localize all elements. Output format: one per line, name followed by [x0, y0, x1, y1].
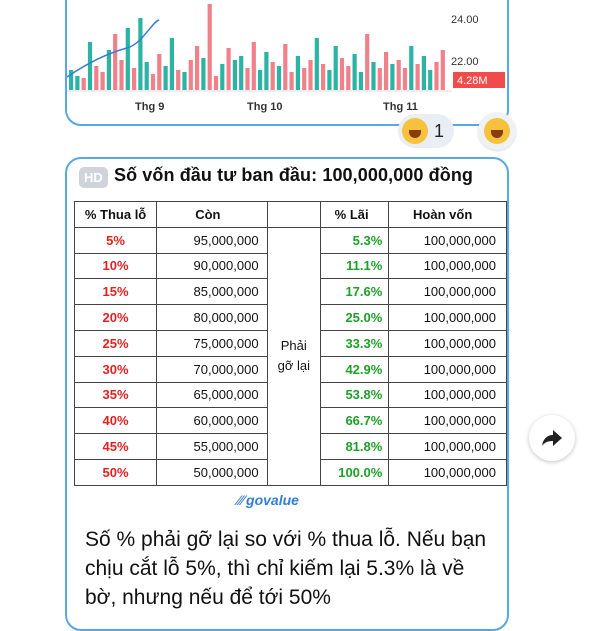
volume-bar — [390, 64, 394, 90]
volume-bar — [277, 66, 281, 90]
volume-bar — [201, 58, 205, 90]
volume-bar — [220, 64, 224, 90]
message-text: Số % phải gỡ lại so với % thua lỗ. Nếu bạn chịu cắt lỗ 5%, thì chỉ kiếm lại 5.3% là về bờ, nhưng nếu để tới 50% — [85, 528, 487, 609]
recovered-capital-cell: 100,000,000 — [389, 227, 507, 253]
loss-percent-cell: 25% — [75, 330, 157, 356]
gain-percent-cell: 53.8% — [321, 382, 389, 408]
loss-percent-cell: 45% — [75, 434, 157, 460]
volume-bar — [113, 34, 117, 90]
hd-badge: HD — [79, 167, 108, 188]
volume-bar — [397, 60, 401, 90]
month-label-nov: Thg 11 — [383, 101, 418, 113]
recovered-capital-cell: 100,000,000 — [389, 382, 507, 408]
volume-bar — [271, 62, 275, 90]
header-blank — [267, 202, 320, 228]
recovered-capital-cell: 100,000,000 — [389, 253, 507, 279]
volume-bar — [151, 74, 155, 90]
volume-label: 4.28M — [457, 75, 488, 87]
gain-percent-cell: 100.0% — [321, 459, 389, 485]
remaining-capital-cell: 50,000,000 — [157, 459, 267, 485]
table-message-bubble[interactable] — [65, 157, 509, 631]
volume-bar — [170, 38, 174, 90]
gain-percent-cell: 17.6% — [321, 279, 389, 305]
volume-bar — [182, 72, 186, 90]
reaction-bar — [398, 112, 516, 150]
gain-percent-cell: 11.1% — [321, 253, 389, 279]
volume-bar — [409, 46, 413, 90]
add-reaction-button[interactable] — [478, 112, 516, 150]
volume-bar — [132, 68, 136, 90]
gain-percent-cell: 5.3% — [321, 227, 389, 253]
remaining-capital-cell: 90,000,000 — [157, 253, 267, 279]
volume-bar — [208, 4, 212, 90]
loss-percent-cell: 20% — [75, 305, 157, 331]
volume-bar — [82, 78, 86, 90]
volume-bar — [321, 64, 325, 90]
volume-bar — [252, 42, 256, 90]
volume-bar — [308, 60, 312, 90]
reaction-pill[interactable] — [398, 114, 454, 148]
volume-bar — [340, 58, 344, 90]
recovered-capital-cell: 100,000,000 — [389, 305, 507, 331]
loss-recovery-table — [74, 201, 507, 486]
table-header-row — [75, 202, 507, 228]
recovered-capital-cell: 100,000,000 — [389, 408, 507, 434]
header-gain: % Lãi — [321, 202, 389, 228]
month-label-sep: Thg 9 — [135, 101, 165, 113]
gain-percent-cell: 25.0% — [321, 305, 389, 331]
volume-bar — [365, 34, 369, 90]
gain-percent-cell: 66.7% — [321, 408, 389, 434]
volume-bar — [145, 62, 149, 90]
volume-bar — [371, 62, 375, 90]
volume-bar — [290, 72, 294, 90]
loss-percent-cell: 50% — [75, 459, 157, 485]
recovered-capital-cell: 100,000,000 — [389, 356, 507, 382]
volume-bar — [416, 64, 420, 90]
recovered-capital-cell: 100,000,000 — [389, 434, 507, 460]
remaining-capital-cell: 60,000,000 — [157, 408, 267, 434]
gain-percent-cell: 42.9% — [321, 356, 389, 382]
brand-text: govalue — [246, 492, 299, 508]
volume-bar — [434, 62, 438, 90]
loss-percent-cell: 15% — [75, 279, 157, 305]
govalue-logo — [237, 492, 299, 508]
header-loss: % Thua lỗ — [75, 202, 157, 228]
header-remain: Còn — [157, 202, 267, 228]
volume-bar — [233, 60, 237, 90]
volume-bar — [88, 42, 92, 90]
volume-bar — [189, 60, 193, 90]
loss-percent-cell: 30% — [75, 356, 157, 382]
volume-bar — [353, 54, 357, 90]
remaining-capital-cell: 75,000,000 — [157, 330, 267, 356]
must-recover-line1: Phải — [280, 338, 307, 354]
gain-percent-cell: 33.3% — [321, 330, 389, 356]
header-recover: Hoàn vốn — [389, 202, 507, 228]
volume-bar — [302, 68, 306, 90]
forward-arrow-icon — [541, 429, 563, 447]
price-label-22: 22.00 — [451, 56, 479, 68]
must-recover-line2: gỡ lại — [277, 358, 310, 374]
stock-chart — [67, 0, 507, 124]
volume-bar — [245, 68, 249, 90]
volume-bar — [378, 68, 382, 90]
volume-bar — [176, 70, 180, 90]
volume-bar — [101, 72, 105, 90]
recovered-capital-cell: 100,000,000 — [389, 459, 507, 485]
volume-bar — [359, 72, 363, 90]
volume-bar — [107, 50, 111, 90]
volume-bar — [283, 44, 287, 90]
remaining-capital-cell: 80,000,000 — [157, 305, 267, 331]
volume-bar — [441, 50, 445, 90]
recovered-capital-cell: 100,000,000 — [389, 330, 507, 356]
volume-bar — [239, 56, 243, 90]
volume-bar — [119, 60, 123, 90]
laughing-emoji-icon — [402, 118, 428, 144]
volume-bar — [327, 70, 331, 90]
loss-percent-cell: 5% — [75, 227, 157, 253]
remaining-capital-cell: 70,000,000 — [157, 356, 267, 382]
volume-bar — [422, 56, 426, 90]
gain-percent-cell: 81.8% — [321, 434, 389, 460]
price-label-24: 24.00 — [451, 14, 479, 26]
volume-bar — [428, 70, 432, 90]
volume-bar — [138, 18, 142, 90]
volume-bar — [157, 54, 161, 90]
forward-button[interactable] — [529, 415, 575, 461]
remaining-capital-cell: 85,000,000 — [157, 279, 267, 305]
laughing-emoji-icon — [484, 118, 510, 144]
volume-bar — [195, 46, 199, 90]
volume-bar — [384, 52, 388, 90]
volume-bar — [214, 76, 218, 90]
recovered-capital-cell: 100,000,000 — [389, 279, 507, 305]
month-label-oct: Thg 10 — [247, 101, 283, 113]
volume-bar — [264, 52, 268, 90]
remaining-capital-cell: 55,000,000 — [157, 434, 267, 460]
volume-bar — [403, 68, 407, 90]
volume-bar — [258, 70, 262, 90]
chart-message-bubble[interactable] — [65, 0, 509, 126]
volume-bar — [164, 66, 168, 90]
volume-bar — [126, 28, 130, 90]
remaining-capital-cell: 65,000,000 — [157, 382, 267, 408]
volume-bar — [315, 38, 319, 90]
loss-percent-cell: 35% — [75, 382, 157, 408]
volume-bar — [296, 56, 300, 90]
loss-percent-cell: 10% — [75, 253, 157, 279]
table-row — [75, 227, 507, 253]
volume-bar — [227, 48, 231, 90]
govalue-mark-icon: ⁄⁄⁄ — [237, 492, 245, 508]
remaining-capital-cell: 95,000,000 — [157, 227, 267, 253]
volume-bar — [94, 66, 98, 90]
volume-bar — [334, 46, 338, 90]
volume-bar — [346, 66, 350, 90]
must-recover-cell — [267, 227, 320, 485]
loss-percent-cell: 40% — [75, 408, 157, 434]
table-title: Số vốn đầu tư ban đầu: 100,000,000 đồng — [114, 165, 474, 185]
volume-bar — [75, 76, 79, 90]
reaction-count: 1 — [434, 120, 445, 141]
